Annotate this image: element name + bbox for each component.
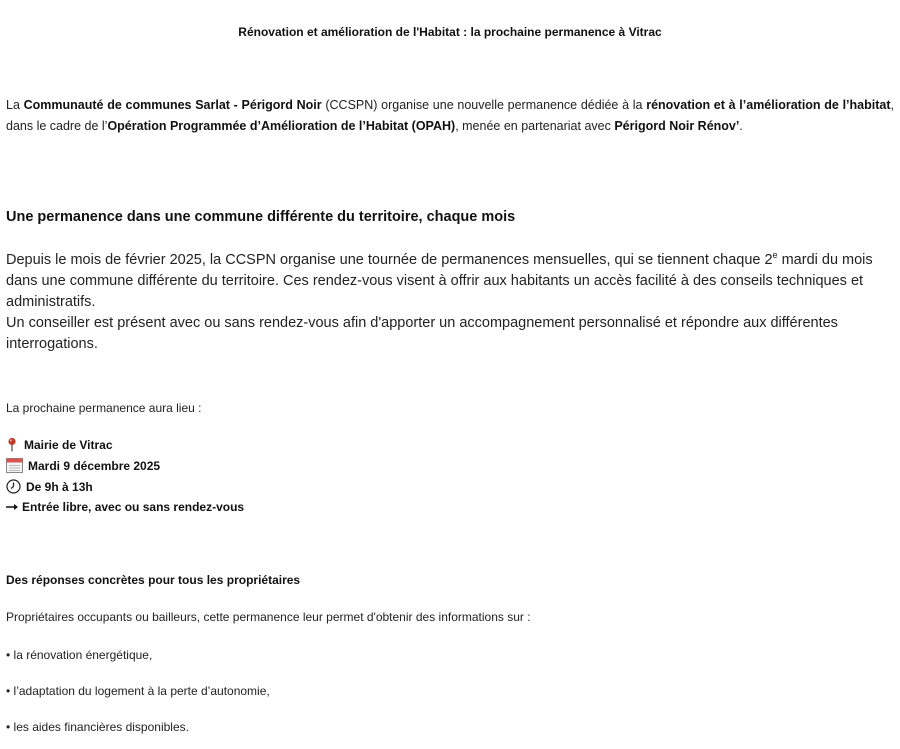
info-date-text: Mardi 9 décembre 2025 <box>28 458 161 473</box>
section-body-permanence <box>6 245 894 355</box>
intro-text: La <box>6 98 24 112</box>
intro-bold-ccspn: Communauté de communes Sarlat - Périgord Noir <box>23 98 322 112</box>
info-place-text: Mairie de Vitrac <box>24 437 113 452</box>
intro-bold-opah: Opération Programmée d’Amélioration de l’Habitat (OPAH) <box>107 119 456 133</box>
paragraph-tournee <box>6 245 894 313</box>
info-entry <box>6 500 244 514</box>
info-entry-text: Entrée libre, avec ou sans rendez-vous <box>22 500 245 514</box>
info-place <box>6 437 113 452</box>
intro-bold-renovation: rénovation et à l’amélioration de l’habitat <box>646 98 891 112</box>
pin-icon <box>6 437 24 452</box>
page-title: Rénovation et amélioration de l'Habitat : la prochaine permanence à Vitrac <box>238 25 662 39</box>
section-heading-permanence: Une permanence dans une commune différente du territoire, chaque mois <box>6 209 516 225</box>
info-time-text: De 9h à 13h <box>26 479 93 494</box>
clock-icon <box>6 479 26 494</box>
list-item: • les aides financières disponibles. <box>6 720 189 734</box>
section-heading-reponses: Des réponses concrètes pour tous les propriétaires <box>6 573 301 587</box>
intro-text: , menée en partenariat avec <box>455 119 615 133</box>
paragraph-text: mardi du mois dans une commune différente du territoire. Ces rendez-vous visent à offrir aux habitants un accès facilité à des conseils techniques et administratifs. <box>6 252 873 310</box>
list-item: • la rénovation énergétique, <box>6 648 153 662</box>
calendar-icon <box>6 458 28 473</box>
arrow-right-icon <box>6 503 22 511</box>
paragraph-text: Depuis le mois de février 2025, la CCSPN organise une tournée de permanences mensuelles, qui se tiennent chaque 2 <box>6 252 773 268</box>
intro-bold-renov: Périgord Noir Rénov’ <box>614 119 740 133</box>
superscript-e: e <box>772 250 778 260</box>
paragraph-conseiller: Un conseiller est présent avec ou sans rendez-vous afin d'apporter un accompagnement personnalisé et répondre aux différentes interrogations. <box>6 315 838 352</box>
intro-text: , dans le cadre de l’ <box>6 98 894 133</box>
list-item: • l’adaptation du logement à la perte d’autonomie, <box>6 684 270 698</box>
info-date <box>6 458 160 473</box>
intro-paragraph <box>6 95 894 137</box>
next-lead: La prochaine permanence aura lieu : <box>6 401 202 415</box>
section2-lead: Propriétaires occupants ou bailleurs, cette permanence leur permet d'obtenir des informations sur : <box>6 610 531 624</box>
intro-text: (CCSPN) organise une nouvelle permanence dédiée à la <box>321 98 647 112</box>
intro-text: . <box>739 119 743 133</box>
info-time <box>6 479 93 494</box>
